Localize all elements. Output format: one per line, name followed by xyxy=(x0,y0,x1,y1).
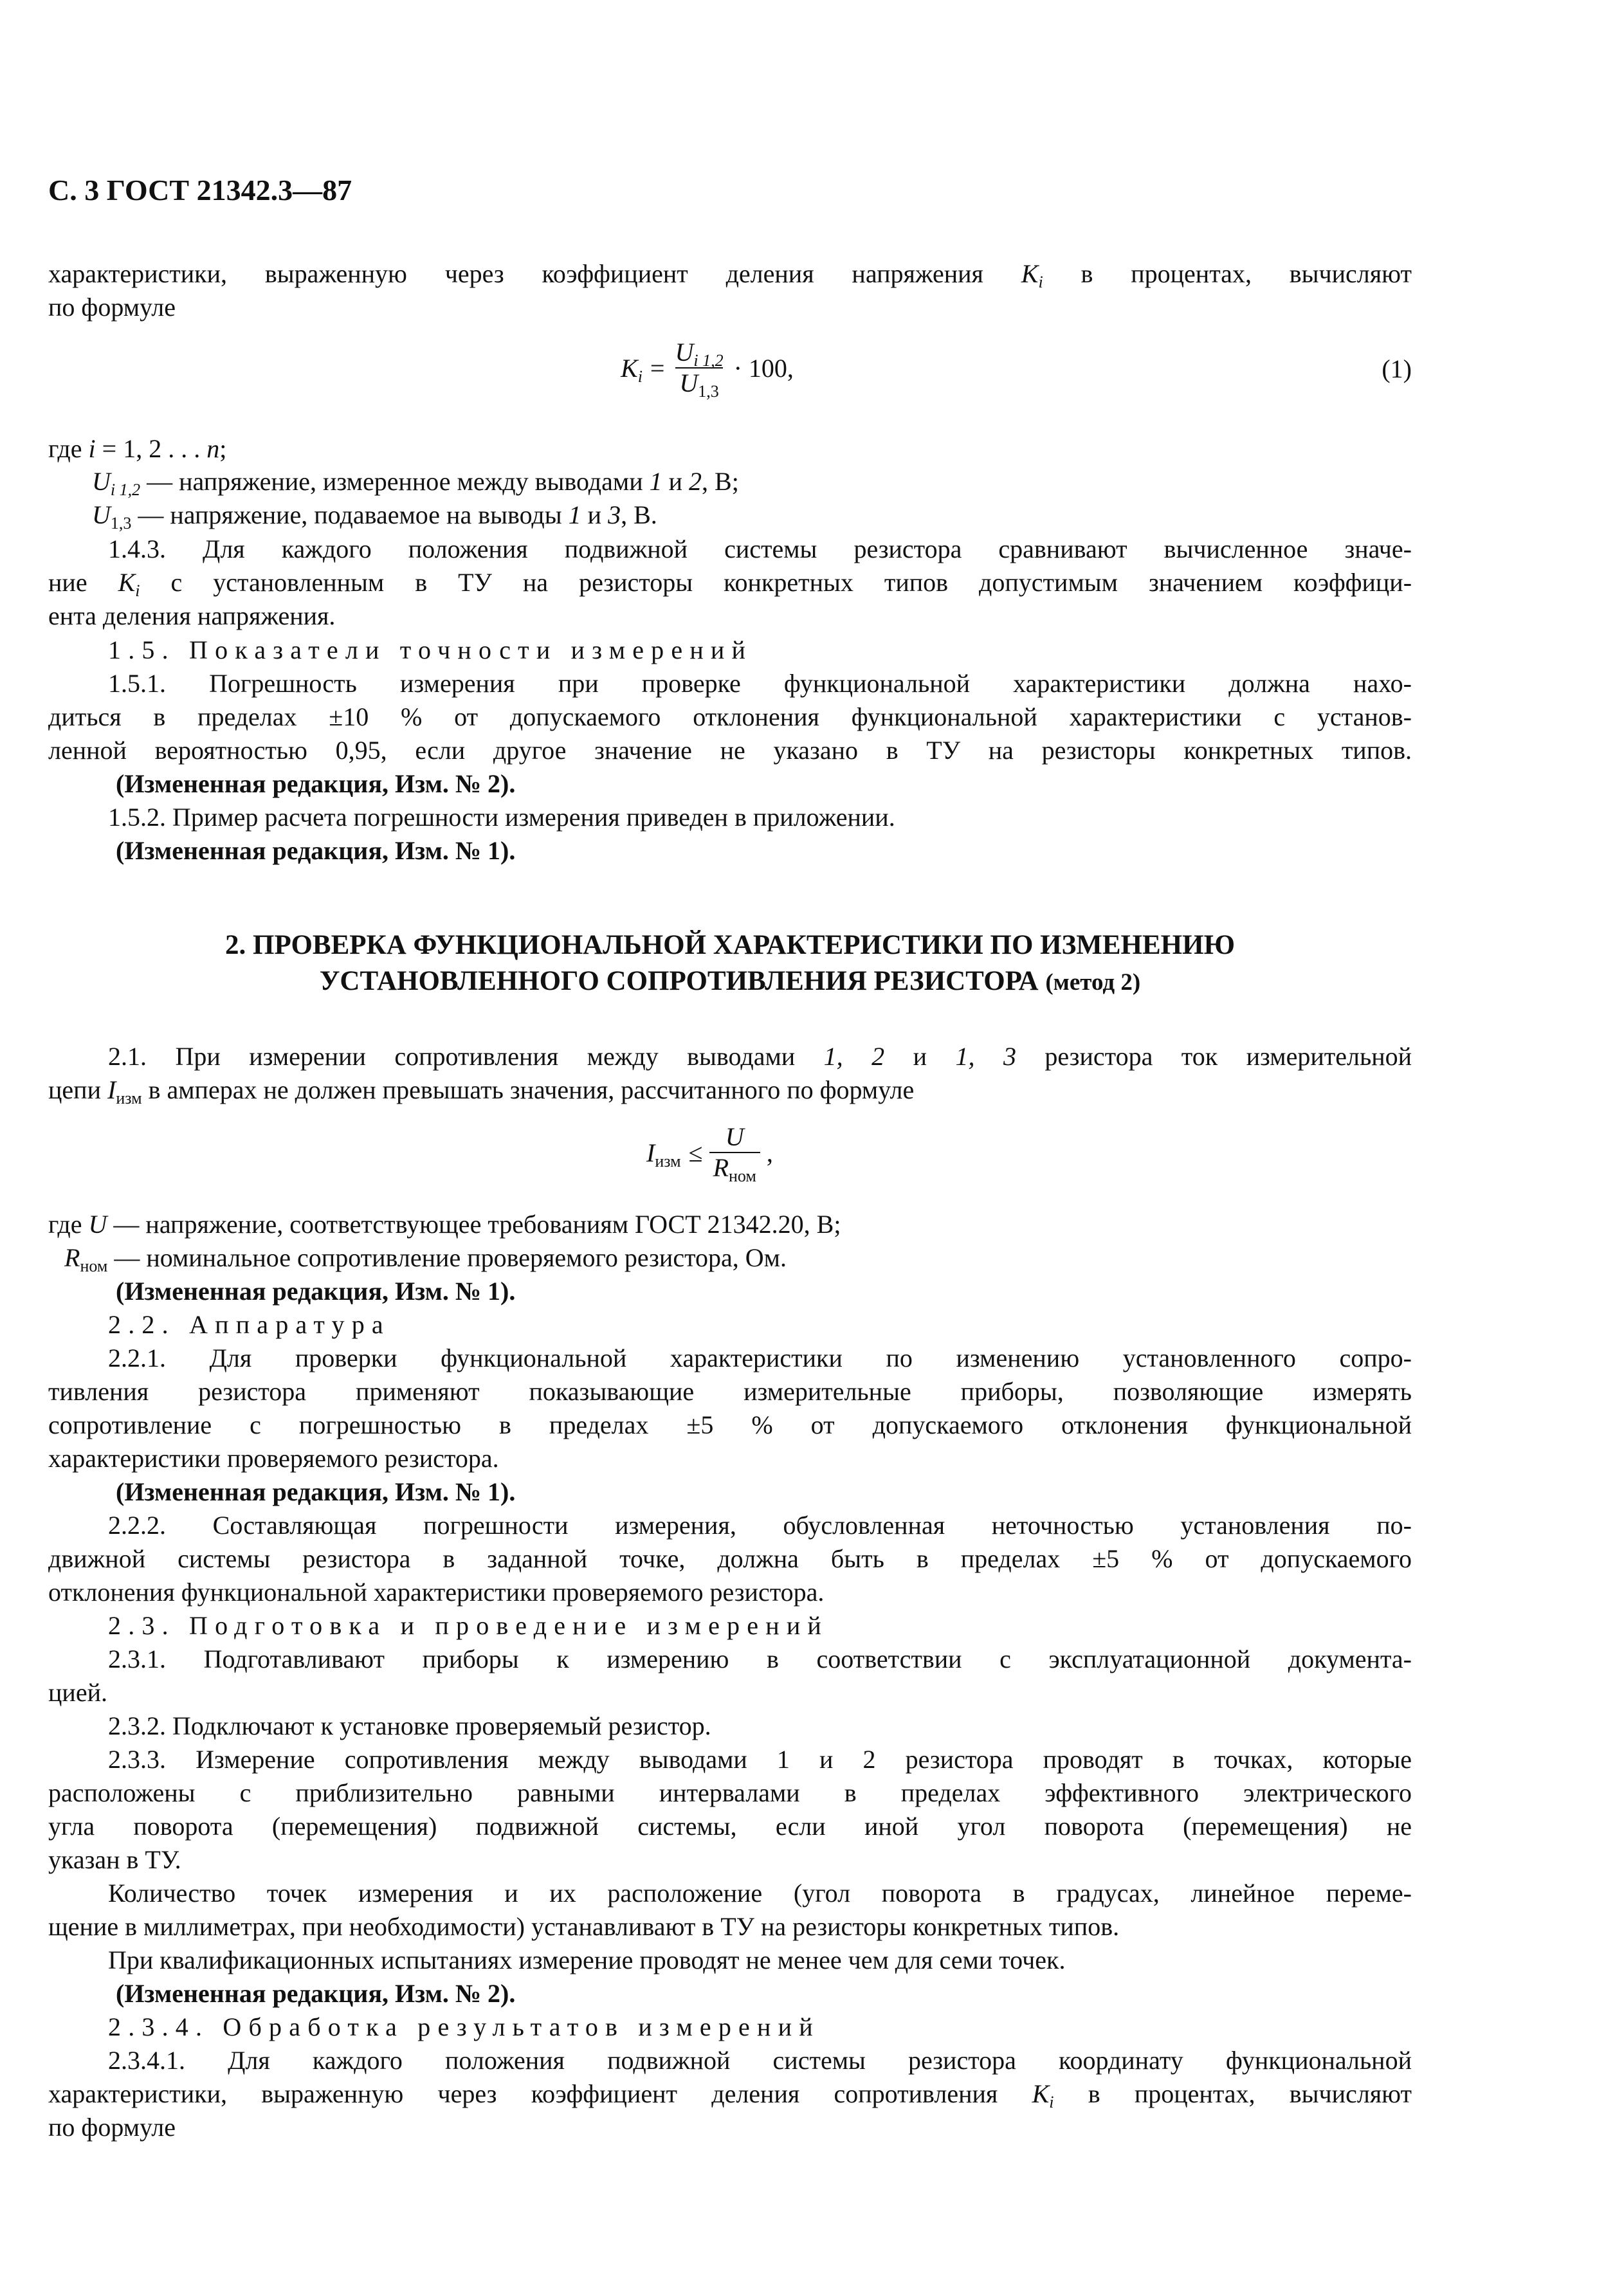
paragraph-1-4-3-line: ента деления напряжения. xyxy=(48,601,336,630)
definition-u13: $U_{1,3}$ — напряжение, подаваемое на выводы 1 и 3, В. xyxy=(92,500,657,533)
paragraph-quantity-line: щение в миллиметрах, при необходимости) устанавливают в ТУ на резисторы конкретных типов. xyxy=(48,1912,1120,1941)
paragraph-2-3-4-1-line: 2.3.4.1. Для каждого положения подвижной системы резистора координату функциональной xyxy=(108,2046,1412,2075)
paragraph-qualification: При квалификационных испытаниях измерение проводят не менее чем для семи точек. xyxy=(108,1946,1066,1974)
amendment-note: (Измененная редакция, Изм. № 1). xyxy=(116,1477,516,1506)
paragraph-2-1-line: 2.1. При измерении сопротивления между выводами 1, 2 и 1, 3 резистора ток измерительной xyxy=(108,1042,1412,1071)
paragraph-2-2-1-line: характеристики проверяемого резистора. xyxy=(48,1444,499,1473)
paragraph-2-3-3-line: расположены с приблизительно равными интервалами в пределах эффективного электрического xyxy=(48,1778,1412,1807)
paragraph-2-2-2-line: движной системы резистора в заданной точке, должна быть в пределах ±5 % от допускаемого xyxy=(48,1544,1412,1573)
formula-2: $I_{изм}$ ≤ $\frac{U}{R_{ном}}$ , xyxy=(646,1122,773,1185)
amendment-note: (Измененная редакция, Изм. № 2). xyxy=(116,769,516,798)
paragraph-2-3-3-line: 2.3.3. Измерение сопротивления между выводами 1 и 2 резистора проводят в точках, которые xyxy=(108,1745,1412,1774)
formula-1-number: (1) xyxy=(1382,354,1412,383)
section-2-title-line1: 2. ПРОВЕРКА ФУНКЦИОНАЛЬНОЙ ХАРАКТЕРИСТИКИ ПО ИЗМЕНЕНИЮ xyxy=(225,930,1235,960)
section-2-title-line2: УСТАНОВЛЕННОГО СОПРОТИВЛЕНИЯ РЕЗИСТОРА (метод 2) xyxy=(319,966,1141,996)
definition-u12: $U_{i 1,2}$ — напряжение, измеренное между выводами 1 и 2, В; xyxy=(92,467,739,499)
paragraph-quantity-line: Количество точек измерения и их расположение (угол поворота в градусах, линейное переме- xyxy=(108,1879,1412,1908)
paragraph-2-1-line: цепи $I_{изм}$ в амперах не должен превышать значения, рассчитанного по формуле xyxy=(48,1075,915,1107)
where-line: где i = 1, 2 . . . n; xyxy=(48,434,227,463)
paragraph-1-5-2: 1.5.2. Пример расчета погрешности измерения приведен в приложении. xyxy=(108,803,895,832)
paragraph-2-2-1-line: сопротивление с погрешностью в пределах ±5 % от допускаемого отклонения функциональной xyxy=(48,1410,1412,1439)
paragraph-intro-line: по формуле xyxy=(48,293,176,322)
subsection-heading-2-3-4: 2.3.4. Обработка результатов измерений xyxy=(108,2012,820,2041)
definition-u: где U — напряжение, соответствующее требованиям ГОСТ 21342.20, В; xyxy=(48,1210,841,1239)
subsection-heading-2-3: 2.3. Подготовка и проведение измерений xyxy=(108,1611,829,1640)
formula-2-fraction: $\frac{U}{R_{ном}}$ xyxy=(709,1122,760,1183)
subsection-heading-2-2: 2.2. Аппаратура xyxy=(108,1310,390,1339)
formula-1: $K_i$ = $\frac{U_{i 1,2}}{U_{1,3}}$ · 100, xyxy=(621,338,794,401)
paragraph-2-2-1-line: 2.2.1. Для проверки функциональной характеристики по изменению установленного сопро- xyxy=(108,1344,1412,1372)
page-header: С. 3 ГОСТ 21342.3—87 xyxy=(48,174,352,206)
subsection-heading-1-5: 1.5. Показатели точности измерений xyxy=(108,635,753,664)
paragraph-2-2-1-line: тивления резистора применяют показывающие измерительные приборы, позволяющие измерять xyxy=(48,1377,1412,1406)
amendment-note: (Измененная редакция, Изм. № 1). xyxy=(116,836,516,865)
paragraph-1-4-3-line: ние $K_i$ с установленным в ТУ на резисторы конкретных типов допустимым значением коэффици- xyxy=(48,568,1412,600)
paragraph-1-5-1-line: 1.5.1. Погрешность измерения при проверке функциональной характеристики должна нахо- xyxy=(108,669,1412,698)
paragraph-intro-line: характеристики, выраженную через коэффициент деления напряжения $K_i$ в процентах, вычисляют xyxy=(48,259,1412,291)
paragraph-1-5-1-line: диться в пределах ±10 % от допускаемого отклонения функциональной характеристики с установ- xyxy=(48,702,1412,731)
definition-r-nom: $R_{ном}$ — номинальное сопротивление проверяемого резистора, Ом. xyxy=(64,1243,787,1275)
paragraph-2-3-3-line: угла поворота (перемещения) подвижной системы, если иной угол поворота (перемещения) не xyxy=(48,1812,1412,1841)
paragraph-1-5-1-line: ленной вероятностью 0,95, если другое значение не указано в ТУ на резисторы конкретных типов. xyxy=(48,736,1412,765)
amendment-note: (Измененная редакция, Изм. № 2). xyxy=(116,1979,516,2008)
paragraph-2-3-1-line: 2.3.1. Подготавливают приборы к измерению в соответствии с эксплуатационной документа- xyxy=(108,1645,1412,1673)
amendment-note: (Измененная редакция, Изм. № 1). xyxy=(116,1277,516,1306)
paragraph-2-2-2-line: отклонения функциональной характеристики проверяемого резистора. xyxy=(48,1578,825,1607)
paragraph-2-3-2: 2.3.2. Подключают к установке проверяемый резистор. xyxy=(108,1711,711,1740)
paragraph-2-3-4-1-line: характеристики, выраженную через коэффициент деления сопротивления $K_i$ в процентах, вычисляют xyxy=(48,2079,1412,2111)
paragraph-2-3-3-line: указан в ТУ. xyxy=(48,1845,181,1874)
formula-1-fraction: $\frac{U_{i 1,2}}{U_{1,3}}$ xyxy=(675,338,724,401)
paragraph-1-4-3-line: 1.4.3. Для каждого положения подвижной системы резистора сравнивают вычисленное значе- xyxy=(108,534,1412,563)
paragraph-2-2-2-line: 2.2.2. Составляющая погрешности измерения, обусловленная неточностью установления по- xyxy=(108,1511,1412,1540)
paragraph-2-3-4-1-line: по формуле xyxy=(48,2113,176,2142)
paragraph-2-3-1-line: цией. xyxy=(48,1678,107,1707)
